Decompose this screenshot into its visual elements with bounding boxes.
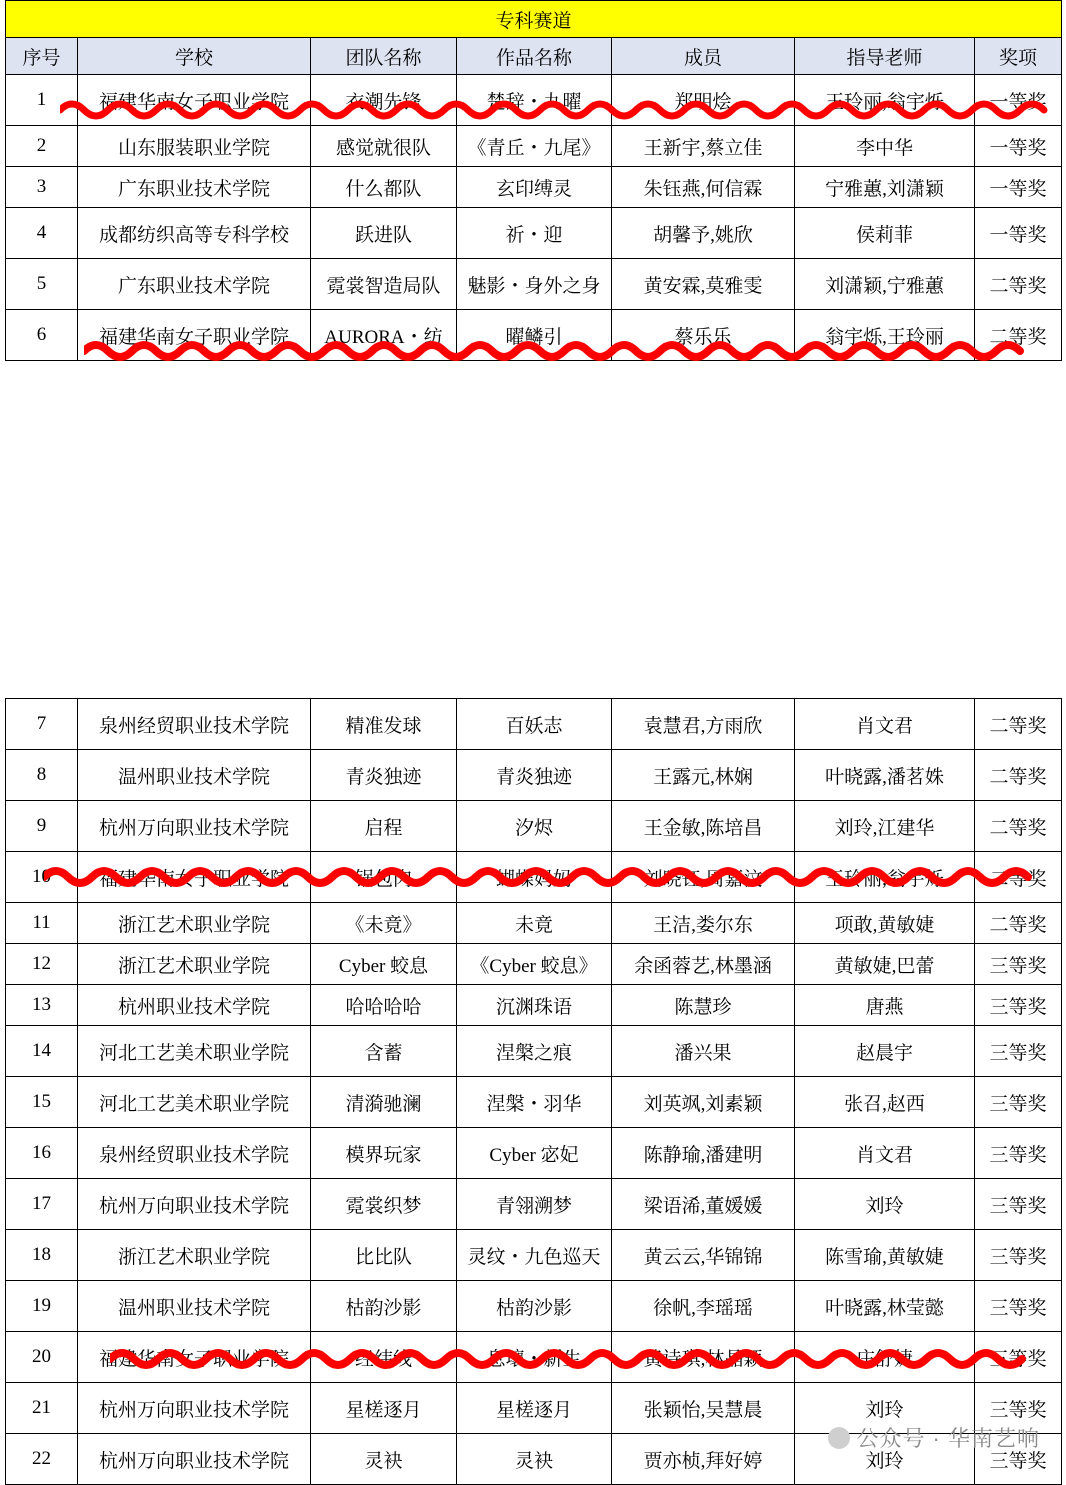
cell-work: Cyber 宓妃 (457, 1128, 612, 1179)
cell-work: 曜鳞引 (457, 310, 612, 361)
table-row (6, 208, 1062, 259)
cell-school: 成都纺织高等专科学校 (78, 208, 311, 259)
cell-school: 福建华南女子职业学院 (78, 75, 311, 126)
watermark-logo-icon (828, 1427, 850, 1449)
cell-award: 一等奖 (975, 208, 1062, 259)
cell-school: 山东服装职业学院 (78, 126, 311, 167)
cell-work: 灵纹・九色巡天 (457, 1230, 612, 1281)
cell-team: 霓裳智造局队 (311, 259, 457, 310)
cell-teachers: 刘玲 (795, 1383, 975, 1434)
cell-work: 灵袂 (457, 1434, 612, 1485)
cell-school: 福建华南女子职业学院 (78, 1332, 311, 1383)
cell-school: 河北工艺美术职业学院 (78, 1077, 311, 1128)
cell-teachers: 叶晓露,林莹懿 (795, 1281, 975, 1332)
cell-teachers: 黄敏婕,巴蕾 (795, 944, 975, 985)
cell-work: 枯韵沙影 (457, 1281, 612, 1332)
column-header-work: 作品名称 (457, 38, 612, 75)
table-row (6, 750, 1062, 801)
cell-school: 浙江艺术职业学院 (78, 1230, 311, 1281)
cell-team: 跃进队 (311, 208, 457, 259)
cell-teachers: 唐燕 (795, 985, 975, 1026)
cell-team: 模界玩家 (311, 1128, 457, 1179)
cell-team: 《未竟》 (311, 903, 457, 944)
cell-teachers: 宁雅蕙,刘潇颖 (795, 167, 975, 208)
cell-teachers: 王玲丽,翁宇烁 (795, 75, 975, 126)
cell-team: AURORA・纺 (311, 310, 457, 361)
cell-no: 1 (6, 75, 78, 126)
cell-no: 20 (6, 1332, 78, 1383)
cell-award: 三等奖 (975, 1230, 1062, 1281)
cell-award: 二等奖 (975, 310, 1062, 361)
cell-teachers: 庄舒婕 (795, 1332, 975, 1383)
cell-team: 枯韵沙影 (311, 1281, 457, 1332)
award-table-upper (5, 0, 1062, 361)
cell-no: 9 (6, 801, 78, 852)
cell-teachers: 肖文君 (795, 1128, 975, 1179)
cell-team: 星槎逐月 (311, 1383, 457, 1434)
cell-no: 13 (6, 985, 78, 1026)
cell-work: 汐烬 (457, 801, 612, 852)
cell-teachers: 张召,赵西 (795, 1077, 975, 1128)
cell-work: 《青丘・九尾》 (457, 126, 612, 167)
cell-team: 霓裳织梦 (311, 1179, 457, 1230)
table-row (6, 1281, 1062, 1332)
table-row (6, 985, 1062, 1026)
cell-work: 星槎逐月 (457, 1383, 612, 1434)
table-row (6, 801, 1062, 852)
cell-teachers: 刘玲,江建华 (795, 801, 975, 852)
table-row (6, 259, 1062, 310)
cell-teachers: 翁宇烁,王玲丽 (795, 310, 975, 361)
cell-team: 启程 (311, 801, 457, 852)
cell-no: 2 (6, 126, 78, 167)
cell-members: 袁慧君,方雨欣 (612, 699, 795, 750)
cell-members: 张颖怡,吴慧晨 (612, 1383, 795, 1434)
page-break-divider (0, 515, 1066, 518)
cell-school: 杭州职业技术学院 (78, 985, 311, 1026)
cell-members: 陈静瑜,潘建明 (612, 1128, 795, 1179)
cell-no: 15 (6, 1077, 78, 1128)
cell-team: 衣潮先锋 (311, 75, 457, 126)
cell-teachers: 李中华 (795, 126, 975, 167)
cell-school: 泉州经贸职业技术学院 (78, 1128, 311, 1179)
cell-teachers: 项敢,黄敏婕 (795, 903, 975, 944)
cell-award: 三等奖 (975, 1179, 1062, 1230)
cell-award: 三等奖 (975, 1128, 1062, 1179)
cell-award: 二等奖 (975, 903, 1062, 944)
cell-members: 王露元,林娴 (612, 750, 795, 801)
cell-no: 7 (6, 699, 78, 750)
cell-team: 什么都队 (311, 167, 457, 208)
table-row (6, 1026, 1062, 1077)
award-table-block-upper (0, 0, 1066, 361)
cell-award: 三等奖 (975, 944, 1062, 985)
cell-members: 王新宇,蔡立佳 (612, 126, 795, 167)
cell-award: 二等奖 (975, 801, 1062, 852)
column-header-team: 团队名称 (311, 38, 457, 75)
cell-work: 玄印缚灵 (457, 167, 612, 208)
cell-school: 温州职业技术学院 (78, 1281, 311, 1332)
cell-teachers: 叶晓露,潘茗姝 (795, 750, 975, 801)
cell-team: 青炎独迹 (311, 750, 457, 801)
table-row (6, 944, 1062, 985)
cell-no: 4 (6, 208, 78, 259)
cell-school: 浙江艺术职业学院 (78, 903, 311, 944)
cell-team: 哈哈哈哈 (311, 985, 457, 1026)
cell-members: 黄安霖,莫雅雯 (612, 259, 795, 310)
cell-team: 感觉就很队 (311, 126, 457, 167)
cell-members: 贾亦桢,拜好婷 (612, 1434, 795, 1485)
column-header-no: 序号 (6, 38, 78, 75)
cell-team: 经纬线 (311, 1332, 457, 1383)
cell-team: 精准发球 (311, 699, 457, 750)
cell-members: 徐帆,李瑶瑶 (612, 1281, 795, 1332)
cell-award: 三等奖 (975, 1332, 1062, 1383)
cell-work: 《Cyber 蛟息》 (457, 944, 612, 985)
cell-work: 青翎溯梦 (457, 1179, 612, 1230)
cell-school: 温州职业技术学院 (78, 750, 311, 801)
cell-award: 二等奖 (975, 852, 1062, 903)
cell-no: 17 (6, 1179, 78, 1230)
cell-team: 含蓄 (311, 1026, 457, 1077)
cell-teachers: 刘玲 (795, 1434, 975, 1485)
table-row (6, 126, 1062, 167)
cell-school: 广东职业技术学院 (78, 259, 311, 310)
cell-no: 19 (6, 1281, 78, 1332)
cell-no: 12 (6, 944, 78, 985)
award-table-lower (5, 698, 1062, 1485)
cell-work: 青炎独迹 (457, 750, 612, 801)
cell-school: 福建华南女子职业学院 (78, 310, 311, 361)
cell-school: 杭州万向职业技术学院 (78, 1434, 311, 1485)
cell-school: 杭州万向职业技术学院 (78, 801, 311, 852)
table-row (6, 75, 1062, 126)
cell-work: 沉渊珠语 (457, 985, 612, 1026)
table-row (6, 1128, 1062, 1179)
cell-work: 涅槃之痕 (457, 1026, 612, 1077)
cell-no: 22 (6, 1434, 78, 1485)
watermark-text: 公众号 · 华南艺响 (856, 1426, 1040, 1451)
cell-award: 二等奖 (975, 699, 1062, 750)
cell-work: 祈・迎 (457, 208, 612, 259)
cell-award: 二等奖 (975, 259, 1062, 310)
cell-teachers: 陈雪瑜,黄敏婕 (795, 1230, 975, 1281)
table-row (6, 1077, 1062, 1128)
cell-award: 三等奖 (975, 1026, 1062, 1077)
column-header-school: 学校 (78, 38, 311, 75)
cell-no: 18 (6, 1230, 78, 1281)
table-row (6, 167, 1062, 208)
table-banner-row (6, 1, 1062, 38)
column-header-members: 成员 (612, 38, 795, 75)
column-header-award: 奖项 (975, 38, 1062, 75)
cell-members: 蔡乐乐 (612, 310, 795, 361)
cell-teachers: 刘潇颖,宁雅蕙 (795, 259, 975, 310)
table-row (6, 1230, 1062, 1281)
cell-award: 三等奖 (975, 985, 1062, 1026)
cell-school: 泉州经贸职业技术学院 (78, 699, 311, 750)
cell-work: 楚辞・九曜 (457, 75, 612, 126)
cell-work: 百妖志 (457, 699, 612, 750)
cell-no: 3 (6, 167, 78, 208)
cell-award: 一等奖 (975, 75, 1062, 126)
cell-no: 5 (6, 259, 78, 310)
cell-no: 21 (6, 1383, 78, 1434)
cell-team: 锅包肉 (311, 852, 457, 903)
table-row (6, 1179, 1062, 1230)
cell-teachers: 肖文君 (795, 699, 975, 750)
cell-team: 比比队 (311, 1230, 457, 1281)
cell-school: 广东职业技术学院 (78, 167, 311, 208)
cell-members: 黄诗琪,林晶颖 (612, 1332, 795, 1383)
cell-members: 陈慧珍 (612, 985, 795, 1026)
cell-school: 河北工艺美术职业学院 (78, 1026, 311, 1077)
cell-school: 福建华南女子职业学院 (78, 852, 311, 903)
cell-award: 二等奖 (975, 750, 1062, 801)
table-header-row (6, 38, 1062, 75)
cell-members: 刘晓钰,周嘉汶 (612, 852, 795, 903)
cell-no: 10 (6, 852, 78, 903)
cell-no: 14 (6, 1026, 78, 1077)
cell-team: 灵袂 (311, 1434, 457, 1485)
banner-title: 专科赛道 (6, 1, 1062, 38)
cell-members: 王金敏,陈培昌 (612, 801, 795, 852)
cell-members: 梁语浠,董媛媛 (612, 1179, 795, 1230)
cell-teachers: 侯莉菲 (795, 208, 975, 259)
table-row (6, 310, 1062, 361)
cell-award: 三等奖 (975, 1383, 1062, 1434)
cell-members: 余函蓉艺,林墨涵 (612, 944, 795, 985)
table-row (6, 852, 1062, 903)
cell-members: 郑明烩 (612, 75, 795, 126)
cell-work: 蝴蝶妈妈 (457, 852, 612, 903)
cell-award: 三等奖 (975, 1281, 1062, 1332)
cell-work: 魅影・身外之身 (457, 259, 612, 310)
cell-teachers: 王玲丽,翁宇烁 (795, 852, 975, 903)
table-row (6, 1332, 1062, 1383)
award-table-block-lower (0, 698, 1066, 1485)
cell-award: 一等奖 (975, 167, 1062, 208)
cell-no: 16 (6, 1128, 78, 1179)
cell-team: Cyber 蛟息 (311, 944, 457, 985)
cell-award: 三等奖 (975, 1077, 1062, 1128)
cell-members: 刘英飒,刘素颖 (612, 1077, 795, 1128)
cell-work: 涅槃・羽华 (457, 1077, 612, 1128)
cell-members: 王洁,娄尔东 (612, 903, 795, 944)
cell-school: 杭州万向职业技术学院 (78, 1383, 311, 1434)
cell-teachers: 刘玲 (795, 1179, 975, 1230)
cell-no: 8 (6, 750, 78, 801)
cell-work: 息壤・新生 (457, 1332, 612, 1383)
cell-no: 11 (6, 903, 78, 944)
table-row (6, 903, 1062, 944)
cell-award: 一等奖 (975, 126, 1062, 167)
cell-school: 浙江艺术职业学院 (78, 944, 311, 985)
cell-teachers: 赵晨宇 (795, 1026, 975, 1077)
table-row (6, 699, 1062, 750)
cell-school: 杭州万向职业技术学院 (78, 1179, 311, 1230)
cell-members: 朱钰燕,何信霖 (612, 167, 795, 208)
cell-members: 潘兴果 (612, 1026, 795, 1077)
cell-award: 三等奖 (975, 1434, 1062, 1485)
column-header-teachers: 指导老师 (795, 38, 975, 75)
watermark (828, 1422, 1040, 1453)
cell-no: 6 (6, 310, 78, 361)
cell-team: 清漪驰澜 (311, 1077, 457, 1128)
cell-members: 胡馨予,姚欣 (612, 208, 795, 259)
cell-members: 黄云云,华锦锦 (612, 1230, 795, 1281)
cell-work: 未竟 (457, 903, 612, 944)
